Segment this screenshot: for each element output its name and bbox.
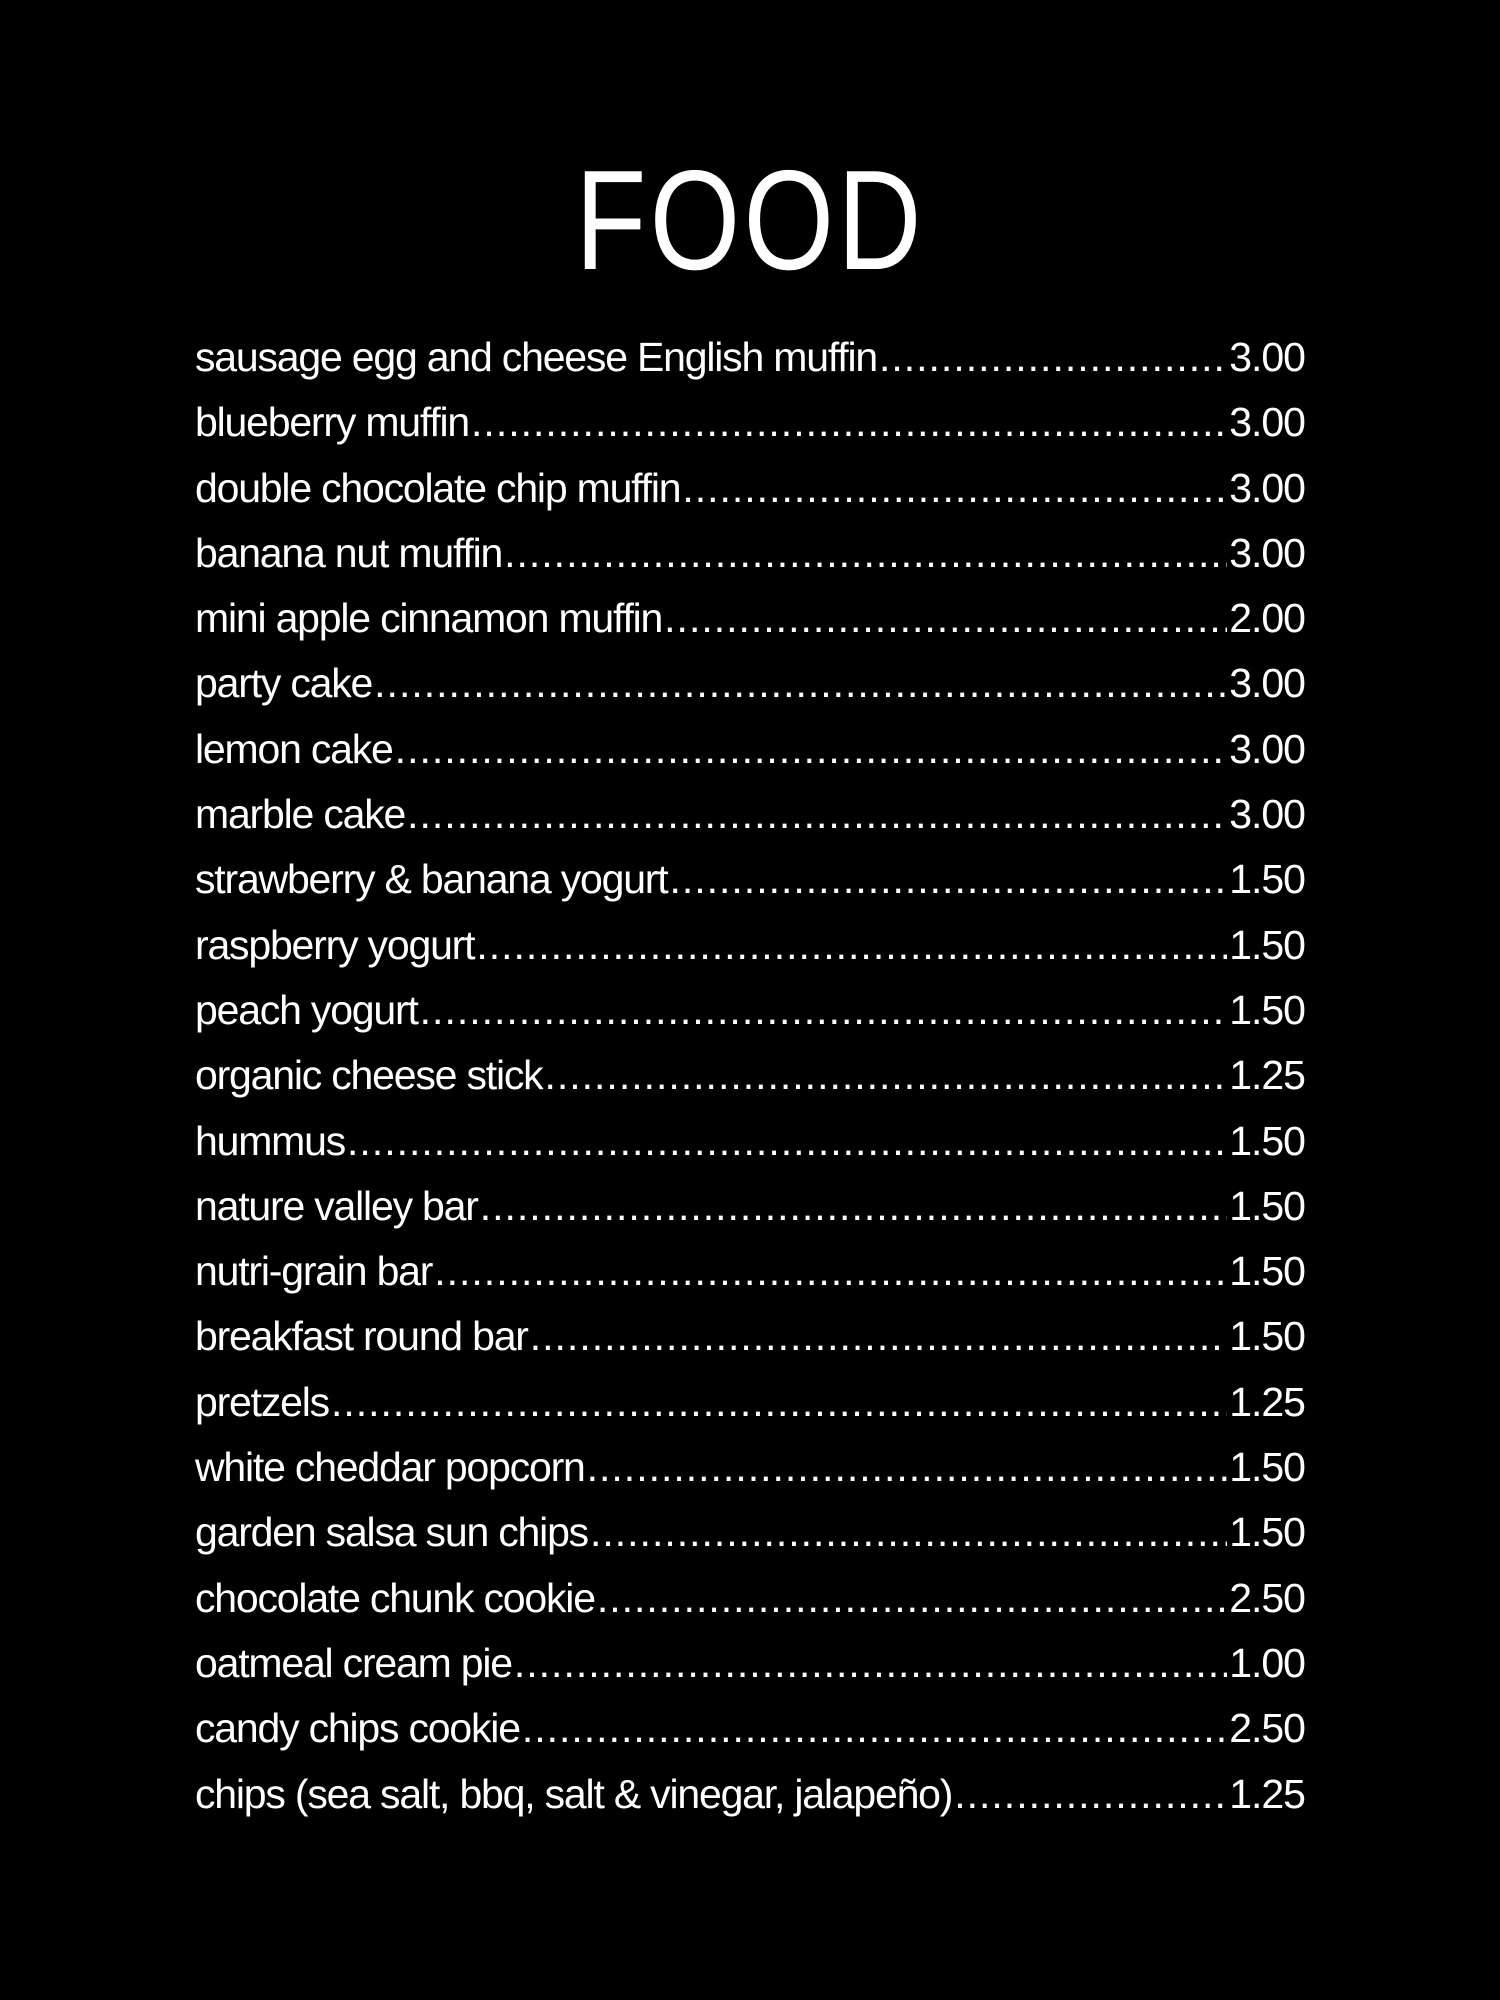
menu-item-price: 1.50 xyxy=(1229,1248,1305,1295)
menu-item-name: marble cake xyxy=(195,791,406,838)
dot-leader xyxy=(682,458,1227,518)
menu-item-name: sausage egg and cheese English muffin xyxy=(195,334,877,380)
menu-item-name: hummus xyxy=(195,1117,346,1164)
menu-item-name: banana nut muffin xyxy=(195,529,503,576)
menu-item-price: 1.50 xyxy=(1229,1182,1305,1229)
menu-item-name: garden salsa sun chips xyxy=(195,1509,588,1556)
menu-item-price: 3.00 xyxy=(1229,725,1305,772)
dot-leader xyxy=(530,1306,1227,1366)
menu-item-price: 3.00 xyxy=(1229,399,1305,446)
menu-item-name: raspberry yogurt xyxy=(195,921,475,968)
dot-leader xyxy=(669,849,1227,909)
menu-item-name: oatmeal cream pie xyxy=(195,1639,512,1686)
menu-item-price: 3.00 xyxy=(1229,529,1305,576)
menu-item-price: 2.00 xyxy=(1229,595,1305,642)
menu-item xyxy=(195,588,1305,653)
menu-item-name: blueberry muffin xyxy=(195,399,470,446)
menu-item-price: 1.00 xyxy=(1229,1639,1305,1686)
menu-item xyxy=(195,458,1305,523)
menu-item xyxy=(195,1111,1305,1176)
menu-item xyxy=(195,1568,1305,1633)
menu-item-name: pretzels xyxy=(195,1378,329,1425)
dot-leader xyxy=(664,588,1227,648)
menu-item-price: 1.50 xyxy=(1229,1313,1305,1360)
menu-item-name: peach yogurt xyxy=(195,986,418,1033)
menu-item xyxy=(195,1372,1305,1437)
menu-item xyxy=(195,980,1305,1045)
menu-item xyxy=(195,1502,1305,1567)
menu-item-price: 2.50 xyxy=(1229,1705,1305,1752)
menu-item xyxy=(195,1176,1305,1241)
dot-leader xyxy=(476,915,1227,975)
menu-item-price: 1.25 xyxy=(1229,1770,1305,1817)
menu-item xyxy=(195,653,1305,718)
menu-item-name: organic cheese stick xyxy=(195,1052,543,1099)
menu-item xyxy=(195,849,1305,914)
menu-item-name: breakfast round bar xyxy=(195,1313,528,1360)
dot-leader xyxy=(395,719,1228,779)
menu-item xyxy=(195,1045,1305,1110)
menu-item-name: candy chips cookie xyxy=(195,1705,520,1752)
menu-item-name: nutri-grain bar xyxy=(195,1248,433,1295)
dot-leader xyxy=(407,784,1227,844)
menu-item xyxy=(195,784,1305,849)
menu-item-name: nature valley bar xyxy=(195,1182,478,1229)
menu-item-price: 1.50 xyxy=(1229,921,1305,968)
menu-item-name: chocolate chunk cookie xyxy=(195,1574,595,1621)
dot-leader xyxy=(590,1502,1227,1562)
menu-item xyxy=(195,1633,1305,1698)
menu-item xyxy=(195,1437,1305,1502)
menu-item-name: chips (sea salt, bbq, salt & vinegar, jalapeño) xyxy=(195,1770,953,1817)
menu-item-price: 3.00 xyxy=(1229,464,1305,511)
menu-item xyxy=(195,719,1305,784)
dot-leader xyxy=(587,1437,1228,1497)
menu-item xyxy=(195,1306,1305,1371)
menu-item xyxy=(195,392,1305,457)
menu-item-price: 1.50 xyxy=(1229,1509,1305,1556)
menu-item-price: 2.50 xyxy=(1229,1574,1305,1621)
dot-leader xyxy=(597,1568,1227,1628)
menu-item-name: mini apple cinnamon muffin xyxy=(195,595,663,642)
menu-item-price: 3.00 xyxy=(1229,334,1305,380)
menu-item-name: lemon cake xyxy=(195,725,393,772)
dot-leader xyxy=(514,1633,1227,1693)
dot-leader xyxy=(471,392,1227,452)
dot-leader xyxy=(522,1698,1227,1758)
menu-item-name: strawberry & banana yogurt xyxy=(195,856,668,903)
dot-leader xyxy=(954,1764,1227,1824)
menu-item xyxy=(195,523,1305,588)
dot-leader xyxy=(504,523,1227,583)
menu-item-name: double chocolate chip muffin xyxy=(195,464,681,511)
menu-item-list xyxy=(195,327,1305,1829)
dot-leader xyxy=(374,653,1227,713)
dot-leader xyxy=(879,327,1227,387)
menu-item xyxy=(195,1764,1305,1829)
dot-leader xyxy=(434,1241,1227,1301)
menu-item xyxy=(195,915,1305,980)
menu-item xyxy=(195,327,1305,392)
menu-item-price: 1.50 xyxy=(1229,1444,1305,1491)
menu-item-name: party cake xyxy=(195,660,373,707)
dot-leader xyxy=(420,980,1228,1040)
menu-item xyxy=(195,1241,1305,1306)
menu-item-price: 1.25 xyxy=(1229,1052,1305,1099)
dot-leader xyxy=(331,1372,1227,1432)
dot-leader xyxy=(480,1176,1227,1236)
menu-item-price: 3.00 xyxy=(1229,791,1305,838)
dot-leader xyxy=(347,1111,1227,1171)
menu-title: FOOD xyxy=(575,141,925,300)
menu-item-price: 1.50 xyxy=(1229,856,1305,903)
menu-item-name: white cheddar popcorn xyxy=(195,1444,585,1491)
menu-item-price: 3.00 xyxy=(1229,660,1305,707)
menu-item-price: 1.50 xyxy=(1229,986,1305,1033)
menu-item-price: 1.50 xyxy=(1229,1117,1305,1164)
menu-item-price: 1.25 xyxy=(1229,1378,1305,1425)
menu-item xyxy=(195,1698,1305,1763)
dot-leader xyxy=(544,1045,1227,1105)
